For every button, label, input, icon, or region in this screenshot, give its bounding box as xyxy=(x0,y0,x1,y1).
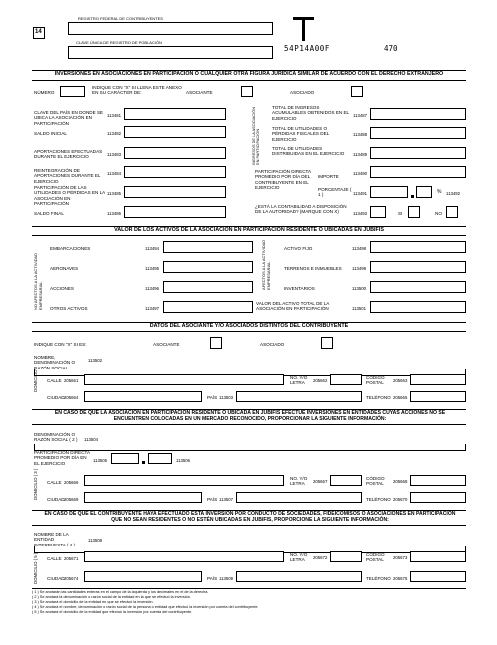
datos-telefono-field[interactable] xyxy=(410,391,466,402)
importe-label: IMPORTE xyxy=(318,174,339,179)
datos-calle-code: 205661 xyxy=(64,378,79,383)
fideicomiso-telefono-code: 205675 xyxy=(393,576,408,581)
datos-ciudad-code: 205664 xyxy=(64,395,79,400)
participacion-utilidades-label: PARTICIPACIÓN DE LAS UTILIDADES O PÉRDIDAS EN LA ASOCIACIÓN EN PARTICIPACIÓN xyxy=(34,185,105,207)
embarcaciones-code: 113494 xyxy=(145,246,160,251)
fideicomiso-telefono-label: TELÉFONO xyxy=(366,576,391,581)
indicator-text: INDIQUE CON "X" SI LLENA ESTE ANEXO EN SU CARÁCTER DE: xyxy=(92,85,182,96)
total-distribuidas-label: TOTAL DE UTILIDADES DISTRIBUIDAS EN EL EJERCICIO xyxy=(272,146,345,157)
fideicomiso-no-label: NO. Y/O LETRA xyxy=(290,552,308,563)
asociante-checkbox[interactable] xyxy=(241,86,253,97)
aeronaves-field[interactable] xyxy=(163,261,253,273)
datos-nombre-code: 113502 xyxy=(88,358,103,363)
inventarios-code: 113500 xyxy=(352,286,367,291)
section-title-activos: VALOR DE LOS ACTIVOS DE LA ASOCIACIÓN EN PARTICIPACIÓN RESIDENTE O UBICADAS EN JUBIFIS xyxy=(114,227,384,233)
contabilidad-label: ¿ESTÁ LA CONTABILIDAD A DISPOSICIÓN DE LA AUTORIDAD? (MARQUE CON X) xyxy=(255,204,347,215)
fideicomiso-pais-label: PAÍS xyxy=(207,576,218,581)
terrenos-field[interactable] xyxy=(370,261,466,273)
footnote-4: ( 4 ) Se anotará el nombre, denominación o razón social de la persona o entidad que efectuó la inversión por cuenta del contribuyente. xyxy=(32,605,259,609)
footnote-3: ( 3 ) Se anotará el domicilio de la entidad en que se efectuó la inversión. xyxy=(32,600,154,604)
fideicomiso-calle-field[interactable] xyxy=(84,551,284,562)
residente-no-code: 205667 xyxy=(313,479,328,484)
residente-participacion-integer-field[interactable] xyxy=(111,453,139,464)
numero-field[interactable] xyxy=(60,86,85,97)
fideicomiso-ciudad-code: 205674 xyxy=(64,576,79,581)
residente-participacion-label: PARTICIPACIÓN DIRECTA PROMEDIO POR DÍA EN EL EJERCICIO xyxy=(34,450,90,466)
activo-fijo-label: ACTIVO FIJO xyxy=(284,246,313,251)
residente-participacion-code-2: 113506 xyxy=(176,458,191,463)
asociante-label: ASOCIANTE xyxy=(186,90,213,95)
datos-domicilio-vertical-label: DOMICILIO xyxy=(33,369,38,392)
porcentaje-decimal-field[interactable] xyxy=(416,186,432,198)
total-utilidades-code: 113488 xyxy=(353,132,368,137)
datos-telefono-code: 205665 xyxy=(393,395,408,400)
aportaciones-code: 113483 xyxy=(107,152,122,157)
reintegracion-code: 113484 xyxy=(107,171,122,176)
residente-telefono-label: TELÉFONO xyxy=(366,497,391,502)
section-title-inversiones: INVERSIONES EN ASOCIACIONES EN PARTICIPACIÓN O CUALQUIER OTRA FIGURA JURÍDICA SIMILAR DE ACUERDO CON EL DERECHO EXTRANJERO xyxy=(54,71,444,77)
inventarios-field[interactable] xyxy=(370,281,466,293)
fideicomiso-pais-field[interactable] xyxy=(236,571,362,582)
datos-pais-field[interactable] xyxy=(236,391,362,402)
residente-cp-label: CÓDIGO POSTAL xyxy=(366,476,385,487)
acciones-label: ACCIONES xyxy=(50,286,74,291)
datos-asociado-checkbox[interactable] xyxy=(321,337,333,349)
datos-no-label: NO. Y/O LETRA xyxy=(290,375,308,386)
datos-cp-label: CÓDIGO POSTAL xyxy=(366,375,385,386)
datos-cp-code: 205663 xyxy=(393,378,408,383)
residente-ciudad-label: CIUDAD xyxy=(47,497,65,502)
datos-asociante-label: ASOCIANTE xyxy=(153,342,180,347)
residente-domicilio-vertical-label: DOMICILIO ( 3 ) xyxy=(33,468,38,500)
rule xyxy=(32,235,466,236)
otros-activos-code: 113497 xyxy=(145,306,160,311)
total-ingresos-code: 113487 xyxy=(353,113,368,118)
residente-cp-code: 205668 xyxy=(393,479,408,484)
form-id: 54P14A00F xyxy=(284,44,331,53)
fideicomiso-no-field[interactable] xyxy=(330,551,362,562)
residente-telefono-code: 205670 xyxy=(393,497,408,502)
total-distribuidas-field[interactable] xyxy=(370,147,466,159)
pct-code: 113492 xyxy=(446,191,461,196)
datos-ciudad-field[interactable] xyxy=(84,391,202,402)
aeronaves-code: 113495 xyxy=(145,266,160,271)
residente-cp-field[interactable] xyxy=(410,475,466,486)
residente-pais-label: PAÍS xyxy=(207,497,218,502)
activos-afectos-vertical-label: AFECTOS A LA ACTIVIDAD EMPRESARIAL xyxy=(261,239,271,290)
residente-telefono-field[interactable] xyxy=(410,492,466,503)
saldo-final-label: SALDO FINAL xyxy=(34,211,64,216)
residente-denom-code: 113504 xyxy=(84,437,99,442)
fideicomiso-cp-field[interactable] xyxy=(410,551,466,562)
footnote-5: ( 5 ) Se anotará el domicilio de la entidad que efectuó la inversión por cuenta del contribuyente. xyxy=(32,610,193,614)
terrenos-label: TERRENOS E INMUEBLES xyxy=(284,266,342,271)
otros-activos-field[interactable] xyxy=(163,301,253,313)
datos-nombre-label: NOMBRE, DENOMINACIÓN O xyxy=(34,355,76,366)
fideicomiso-domicilio-vertical-label: DOMICILIO ( 5 ) xyxy=(33,552,38,584)
datos-telefono-label: TELÉFONO xyxy=(366,395,391,400)
porcentaje-label: PORCENTAJE ( 1 ) xyxy=(318,187,352,198)
residente-calle-label: CALLE xyxy=(47,480,62,485)
residente-participacion-code: 113505 xyxy=(93,458,108,463)
form-code: 470 xyxy=(384,44,398,53)
saldo-inicial-field[interactable] xyxy=(124,126,226,138)
embarcaciones-label: EMBARCACIONES xyxy=(50,246,91,251)
t-marker-stem xyxy=(302,17,305,41)
fideicomiso-ciudad-field[interactable] xyxy=(84,571,202,582)
rule xyxy=(32,525,466,526)
residente-no-label: NO. Y/O LETRA xyxy=(290,476,308,487)
residente-denom-label: DENOMINACIÓN O RAZÓN SOCIAL ( 2 ) xyxy=(34,432,78,443)
activos-no-afectos-vertical-label: NO AFECTOS A LA ACTIVIDAD EMPRESARIAL xyxy=(33,252,43,310)
clave-pais-code: 113481 xyxy=(107,113,122,118)
footnote-1: ( 1 ) Se anotarán las cantidades enteras en el campo de la izquierda y los decimales en el de la derecha. xyxy=(32,590,209,594)
datos-asociante-checkbox[interactable] xyxy=(210,337,222,349)
si-label: SI xyxy=(398,211,403,216)
rule xyxy=(32,588,466,589)
ingresos-vertical-label: INGRESOS DE LA ASOCIACIÓN EN PARTICIPACIÓN xyxy=(251,107,261,165)
fideicomiso-calle-label: CALLE xyxy=(47,556,62,561)
acciones-code: 113496 xyxy=(145,286,160,291)
datos-ciudad-label: CIUDAD xyxy=(47,395,65,400)
datos-cp-field[interactable] xyxy=(410,374,466,385)
activo-fijo-code: 113498 xyxy=(352,246,367,251)
si-checkbox[interactable] xyxy=(408,206,420,218)
total-utilidades-label: TOTAL DE UTILIDADES O PÉRDIDAS FISCALES DEL EJERCICIO xyxy=(272,126,330,142)
asociado-label: ASOCIADO xyxy=(290,90,315,95)
porcentaje-code: 113491 xyxy=(353,191,368,196)
datos-indicator: INDIQUE CON "X" SI ES: xyxy=(34,342,87,347)
section-title-fideicomiso: EN CASO DE QUE EL CONTRIBUYENTE HAYA EFECTUADO ESTA INVERSIÓN POR CONDUCTO DE SOCIEDADES, FIDEICOMISOS O ASOCIACIONES EN PARTICIPACIÓN QUE NO SEAN RESIDENTES O NO ESTÉN UBICADAS EN JUBIFIS, PROPORCIONE LA SIGUIENTE INFORMACIÓN: xyxy=(44,511,456,524)
residente-ciudad-field[interactable] xyxy=(84,492,202,503)
residente-participacion-decimal-field[interactable] xyxy=(148,453,172,464)
form-number: 14 xyxy=(35,29,42,35)
valor-activo-total-label: VALOR DEL ACTIVO TOTAL DE LA ASOCIACIÓN EN PARTICIPACIÓN xyxy=(256,301,330,312)
aeronaves-label: AERONAVES xyxy=(50,266,79,271)
curp-label: CLAVE ÚNICA DE REGISTRO DE POBLACIÓN xyxy=(76,40,162,45)
fideicomiso-calle-code: 205671 xyxy=(64,556,79,561)
section-title-residente: EN CASO DE QUE LA ASOCIACIÓN EN PARTICIPACIÓN RESIDENTE O UBICADA EN JUBIFIS EFECTÚE INVERSIONES EN ENTIDADES CUYAS ACCIONES NO SE ENCUENTREN COLOCADAS EN UN MERCADO RECONOCIDO, PROPORCIONAR LA SIGUIENTE INFORMACIÓN: xyxy=(54,410,446,423)
porcentaje-integer-field[interactable] xyxy=(370,186,408,198)
rfc-label: REGISTRO FEDERAL DE CONTRIBUYENTES xyxy=(78,16,163,21)
total-ingresos-label: TOTAL DE INGRESOS ACUMULABLES OBTENIDOS EN EL EJERCICIO xyxy=(272,105,349,121)
fideicomiso-cp-code: 205673 xyxy=(393,555,408,560)
valor-activo-total-code: 113501 xyxy=(352,306,367,311)
section-title-datos: DATOS DEL ASOCIANTE Y/O ASOCIADOS DISTINTOS DEL CONTRIBUYENTE xyxy=(149,323,349,329)
residente-pais-code: 113507 xyxy=(219,497,234,502)
rule xyxy=(32,80,466,81)
participacion-utilidades-field[interactable] xyxy=(124,186,226,198)
saldo-final-field[interactable] xyxy=(124,206,226,218)
reintegracion-label: REINTEGRACIÓN DE APORTACIONES DURANTE EL EJERCICIO xyxy=(34,168,101,184)
aportaciones-field[interactable] xyxy=(124,147,226,159)
residente-no-field[interactable] xyxy=(330,475,362,486)
participacion-utilidades-code: 113485 xyxy=(107,191,122,196)
datos-calle-label: CALLE xyxy=(47,378,62,383)
total-distribuidas-code: 113489 xyxy=(353,152,368,157)
fideicomiso-nombre-label: NOMBRE DE LA ENTIDAD xyxy=(34,532,69,543)
clave-pais-field[interactable] xyxy=(124,108,226,120)
residente-denom-field[interactable] xyxy=(34,444,466,451)
fideicomiso-ciudad-label: CIUDAD xyxy=(47,576,65,581)
fideicomiso-no-code: 205672 xyxy=(313,555,328,560)
acciones-field[interactable] xyxy=(163,281,253,293)
rule xyxy=(32,424,466,425)
decimal-point xyxy=(142,461,145,464)
curp-field[interactable] xyxy=(68,46,273,59)
saldo-inicial-code: 113482 xyxy=(107,131,122,136)
saldo-inicial-label: SALDO INICIAL xyxy=(34,131,67,136)
no-checkbox[interactable] xyxy=(446,206,458,218)
residente-calle-code: 205666 xyxy=(64,480,79,485)
total-ingresos-field[interactable] xyxy=(370,108,466,120)
saldo-final-code: 113486 xyxy=(107,211,122,216)
datos-pais-label: PAÍS xyxy=(207,395,218,400)
contabilidad-code: 113493 xyxy=(353,211,368,216)
rule xyxy=(32,331,466,332)
rfc-field[interactable] xyxy=(68,22,273,35)
otros-activos-label: OTROS ACTIVOS xyxy=(50,306,88,311)
reintegracion-field[interactable] xyxy=(124,166,226,178)
embarcaciones-field[interactable] xyxy=(163,241,253,253)
valor-activo-total-field[interactable] xyxy=(370,301,466,313)
residente-pais-field[interactable] xyxy=(236,492,362,503)
percent-sign: % xyxy=(437,189,442,195)
numero-label: NÚMERO xyxy=(34,90,55,95)
importe-field[interactable] xyxy=(370,166,466,178)
datos-pais-code: 113503 xyxy=(219,395,234,400)
asociado-checkbox[interactable] xyxy=(351,86,363,97)
aportaciones-label: APORTACIONES EFECTUADAS DURANTE EL EJERCICIO xyxy=(34,149,103,160)
datos-calle-field[interactable] xyxy=(84,374,284,385)
fideicomiso-pais-code: 113509 xyxy=(219,576,234,581)
fideicomiso-telefono-field[interactable] xyxy=(410,571,466,582)
total-utilidades-field[interactable] xyxy=(370,127,466,139)
residente-calle-field[interactable] xyxy=(84,475,284,486)
datos-no-code: 205662 xyxy=(313,378,328,383)
participacion-directa-label: PARTICIPACIÓN DIRECTA PROMEDIO POR DÍA DEL CONTRIBUYENTE EN EL EJERCICIO xyxy=(255,169,311,191)
datos-asociado-label: ASOCIADO xyxy=(260,342,285,347)
importe-code: 113490 xyxy=(353,171,368,176)
inventarios-label: INVENTARIOS xyxy=(284,286,315,291)
terrenos-code: 113499 xyxy=(352,266,367,271)
no-label: NO xyxy=(435,211,442,216)
contabilidad-box[interactable] xyxy=(370,206,386,218)
clave-pais-label: CLAVE DEL PAÍS EN DONDE SE UBICA LA ASOCIACIÓN EN PARTICIPACIÓN xyxy=(34,110,104,126)
activo-fijo-field[interactable] xyxy=(370,241,466,253)
residente-ciudad-code: 205669 xyxy=(64,497,79,502)
decimal-point xyxy=(411,195,414,198)
datos-no-field[interactable] xyxy=(330,374,362,385)
footnote-2: ( 2 ) Se anotará la denominación o razón social de la entidad en la que se efectuó la inversión. xyxy=(32,595,191,599)
fideicomiso-cp-label: CÓDIGO POSTAL xyxy=(366,552,385,563)
fideicomiso-nombre-code: 113508 xyxy=(88,538,103,543)
